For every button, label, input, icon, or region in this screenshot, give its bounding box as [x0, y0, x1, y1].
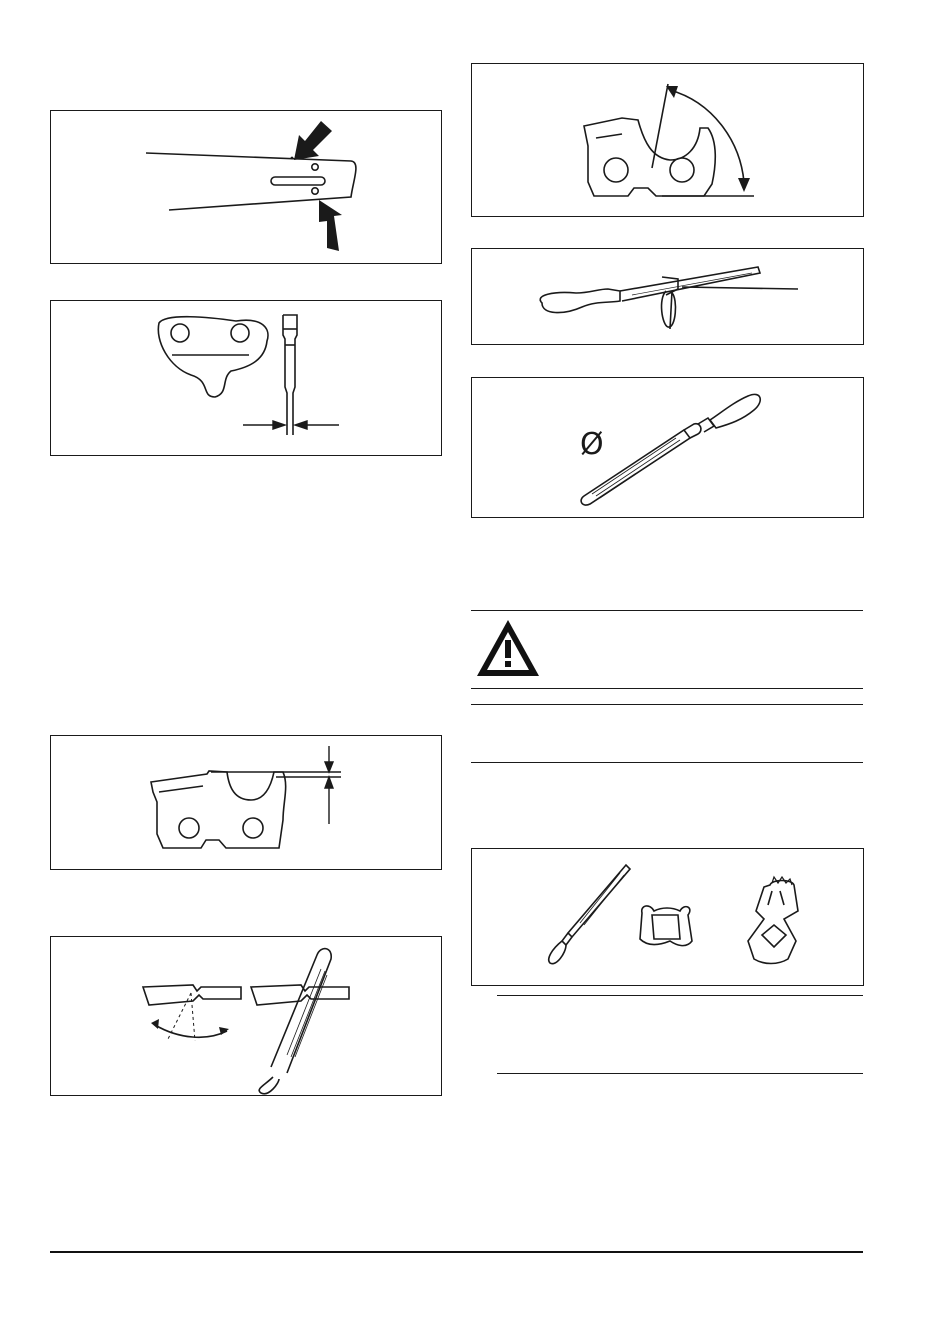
figure-file-holder-angle	[471, 248, 864, 345]
drive-link-gauge-icon	[51, 301, 443, 457]
warning-triangle-icon	[473, 616, 543, 682]
file-in-holder-icon	[472, 249, 865, 346]
warning-bottom-rule	[471, 688, 863, 689]
figure-filing-angle	[50, 936, 442, 1096]
figure-sharpening-tools	[471, 848, 864, 986]
cutter-filing-angle-icon	[51, 937, 443, 1097]
depth-gauge-icon	[51, 736, 443, 871]
figure-depth-gauge-setting	[50, 735, 442, 870]
tools-note-top-rule	[497, 995, 863, 996]
warning-top-rule	[471, 610, 863, 611]
figure-bar-groove-check	[50, 110, 442, 264]
top-plate-angle-icon	[472, 64, 865, 218]
figure-top-plate-angle	[471, 63, 864, 217]
diameter-symbol: Ø	[580, 427, 604, 462]
tools-note-bottom-rule	[497, 1073, 863, 1074]
warning-block	[471, 612, 863, 688]
sharpening-kit-icon	[472, 849, 865, 987]
note-top-rule	[471, 704, 863, 705]
round-file-diameter-icon	[472, 378, 865, 519]
figure-round-file-diameter	[471, 377, 864, 518]
figure-drive-link-gauge	[50, 300, 442, 456]
note-bottom-rule	[471, 762, 863, 763]
guide-bar-arrows-icon	[51, 111, 443, 265]
page-footer-rule	[50, 1251, 863, 1253]
